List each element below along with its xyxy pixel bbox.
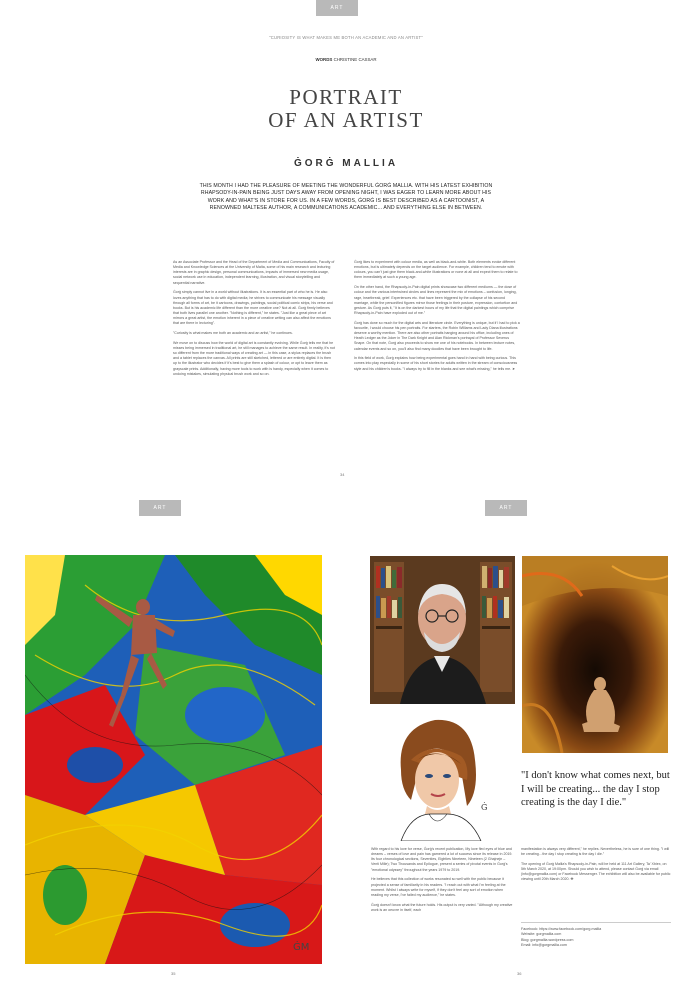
article-column-4 xyxy=(521,847,671,887)
article-column-2 xyxy=(354,260,520,376)
title-line-2: OF AN ARTIST xyxy=(268,108,424,132)
paragraph: Ġorġ has done so much for the digital arts and literature circle. Everything is unique, but if I had to pick a favourite, I would choose his pen portraits. For starters, the Robin Williams and Lady Diana illustrations deserve a worthy mention. There are also other portraits hanging around his office, including ones of Heath Ledger as the Joker in The Dark Knight and Alan Rickman's portrayal of Professor Severus Snape. On that note, Ġorġ also proceeds to show me one of his notebooks. In between lecture notes, calendar events and so on, you'll also find many doodles that have been brought to life. xyxy=(354,320,520,351)
intro-paragraph: THIS MONTH I HAD THE PLEASURE OF MEETING THE WONDERFUL ĠORĠ MALLIA. WITH HIS LATEST EXHIBITION RHAPSODY-IN-PAIN BEING JUST DAYS AWAY FROM OPENING NIGHT, I WAS EAGER TO LEARN MORE ABOUT HIS WORK AND WHAT'S IN STORE FOR US. IN A FEW WORDS, ĠORĠ IS BEST DESCRIBED AS A CARTOONIST, A RENOWNED MALTESE AUTHOR, A COMMUNICATIONS ACADEMIC... AND EVERYTHING ELSE IN BETWEEN. xyxy=(199,183,493,212)
author-name: CHRISTINE CASSAR xyxy=(333,57,377,62)
section-tab-left: ART xyxy=(139,500,181,516)
byline xyxy=(0,57,692,62)
artwork-graphic xyxy=(25,555,322,964)
paragraph: We move on to discuss how the world of digital art is constantly evolving. While Ġorġ tells me that he misses being immersed in traditional art, he still manages to achieve the same result. In reality, it's not so different from the more traditional ways of creating art — in this case, a stylus replaces the brush and a tablet replaces the canvas. All prints are still sketched, lettered or are entirely digital. It is then up to the illustrator who decides if it's best to give them a splash of colour, or opt to leave them as grayscale prints. Additionally, having more tools to work with is handy, especially when it comes to undoing mistakes, simulating physical brush work and so on. xyxy=(173,340,335,376)
facebook-link[interactable]: Facebook: https://www.facebook.com/gorg.mallia xyxy=(521,927,602,931)
paragraph: Ġorġ simply cannot live in a world without illustrations. It is an essential part of who he is. He also loves anything that has to do with digital media; he strives to communicate his message visually through all forms of art, be it cartoons, drawings, paintings, social political comic strips, his verse and books. But is his academic life different than the more creative one? Not at all. Ġorġ firmly believes that both lives parallel one another. "Nothing is different," he states. "Just like a great piece of art mirrors a great artist, the emotion inherent in a piece of creative writing can also affect the emotions that are there in lecturing". xyxy=(173,290,333,326)
paragraph: As an Associate Professor and the Head of the Department of Media and Communications, Faculty of Media and Knowledge Sciences at the University of Malta, some of his main research and lecturing interests are in graphic design, personal communications, impacts of immersed new media usage, social network use in education, independent learning, illustration, and visual storytelling and sequential narrative. xyxy=(173,260,335,285)
paragraph: Ġorġ likes to experiment with colour media, as well as black-and-white. Both elements evoke different emotions, but is ultimately depends on the target audience. For example, children tend to emote with colours, you can't just give them black-and-white illustrations or none at all and expect them to relate to them immediately at such a young age. xyxy=(354,260,518,280)
words-label: WORDS xyxy=(315,57,333,62)
blog-link[interactable]: Blog: gorgmallia.wordpress.com xyxy=(521,937,574,942)
article-column-1 xyxy=(173,260,335,382)
paragraph: In this field of work, Ġorġ explains how being experimental goes hand in hand with being curious. This comes into play especially in some of his short stories for adults written in the stream of consciousness style and his children's books. "I always try to fill in the blanks and see what's missing," he tells me. ➤ xyxy=(354,356,518,371)
dark-artwork-graphic xyxy=(522,556,668,753)
article-title xyxy=(0,86,692,132)
illustration-graphic xyxy=(371,710,513,841)
big-pull-quote: "I don't know what comes next, but I will be creating... the day I stop creating is the day I die." xyxy=(521,770,670,808)
page-number: 35 xyxy=(171,971,176,976)
paragraph: He believes that this collection of works resonated so well with the public because it projected a sense of familiarity in his readers. "I reach out with what I'm feeling at the moment. Whilst I always write for myself, if they don't feel any sort of emotion when reading my verse, I've failed my audience," he states. xyxy=(371,877,506,897)
paragraph: On the other hand, the Rhapsody-in-Pain digital prints showcase two different mediums — the dose of colour and the various intertwined circles and lines represent the mix of emotions – confusion, longing, rage, heartbreak, grief. Experiences etc. that have been triggered by the collapse of his second marriage, while the personified figures mirror those feelings in their posture, expression, contortion and gesture. As Ġorġ puts it, "It is on the darkest hours of my life that the digital paintings which comprise Rhapsody-in-Pain have exploded out of me." xyxy=(354,285,518,315)
section-tab-right: ART xyxy=(485,500,527,516)
paragraph: manifestation is always very different," he replies. Nevertheless, he is sure of one thing. "I will be creating…the day I stop creating is the day I die." xyxy=(521,847,670,857)
portrait-graphic xyxy=(370,556,515,704)
rhapsody-artwork-image xyxy=(25,555,322,964)
email-link[interactable]: Email: info@gorgmallia.com xyxy=(521,943,567,948)
page-number: 34 xyxy=(340,472,345,477)
pull-quote: "CURIOSITY IS WHAT MAKES ME BOTH AN ACADEMIC AND AN ARTIST" xyxy=(269,35,423,40)
contact-list xyxy=(521,927,671,949)
dark-artwork-image xyxy=(522,556,668,753)
section-tab-top: ART xyxy=(316,0,358,16)
artist-signature: ĠM xyxy=(293,942,310,953)
lady-diana-illustration xyxy=(371,710,513,841)
website-link[interactable]: Website: gorgmallia.com xyxy=(521,932,562,937)
paragraph: "Curiosity is what makes me both an academic and an artist," he continues. xyxy=(173,331,293,336)
subject-name: ĠORĠ MALLIA xyxy=(293,158,399,169)
article-column-3 xyxy=(371,847,514,918)
divider xyxy=(521,922,671,923)
artist-portrait-photo xyxy=(370,556,515,704)
illustrator-signature: Ġ xyxy=(481,803,488,812)
paragraph: The opening of Ġorġ Mallia's Rhapsody-in-Pain, will be held at 111 Art Gallery, Ta' Xbiex, on 5th March 2020, at 19:00pm. Should you wish to attend, please contact Ġorġ via email (info@gorgmallia.com) or Facebook Messenger. The exhibition will also be available for public viewing until 20th March 2020. ✤ xyxy=(521,861,671,882)
paragraph: Ġorġ doesn't know what the future holds. His output is very varied. "Although my creative work is an oeuvre in itself, each xyxy=(371,902,513,912)
page-number: 36 xyxy=(517,971,522,976)
paragraph: With regard to his love for verse, Ġorġ's recent publication, My love fled eyes of blue and dreams – verses of love and pain has garnered a lot of success since its release in 2019. Its four chronological sections, Seventies, Eighties Nineteen, Nineteen (2 Ghajnejn – Venti Mille); Two Thousands and Epilogue, present a series of pivotal events in Ġorġ's "emotional odyssey" throughout the years 1979 to 2019. xyxy=(371,847,513,872)
title-line-1: PORTRAIT xyxy=(289,85,403,109)
